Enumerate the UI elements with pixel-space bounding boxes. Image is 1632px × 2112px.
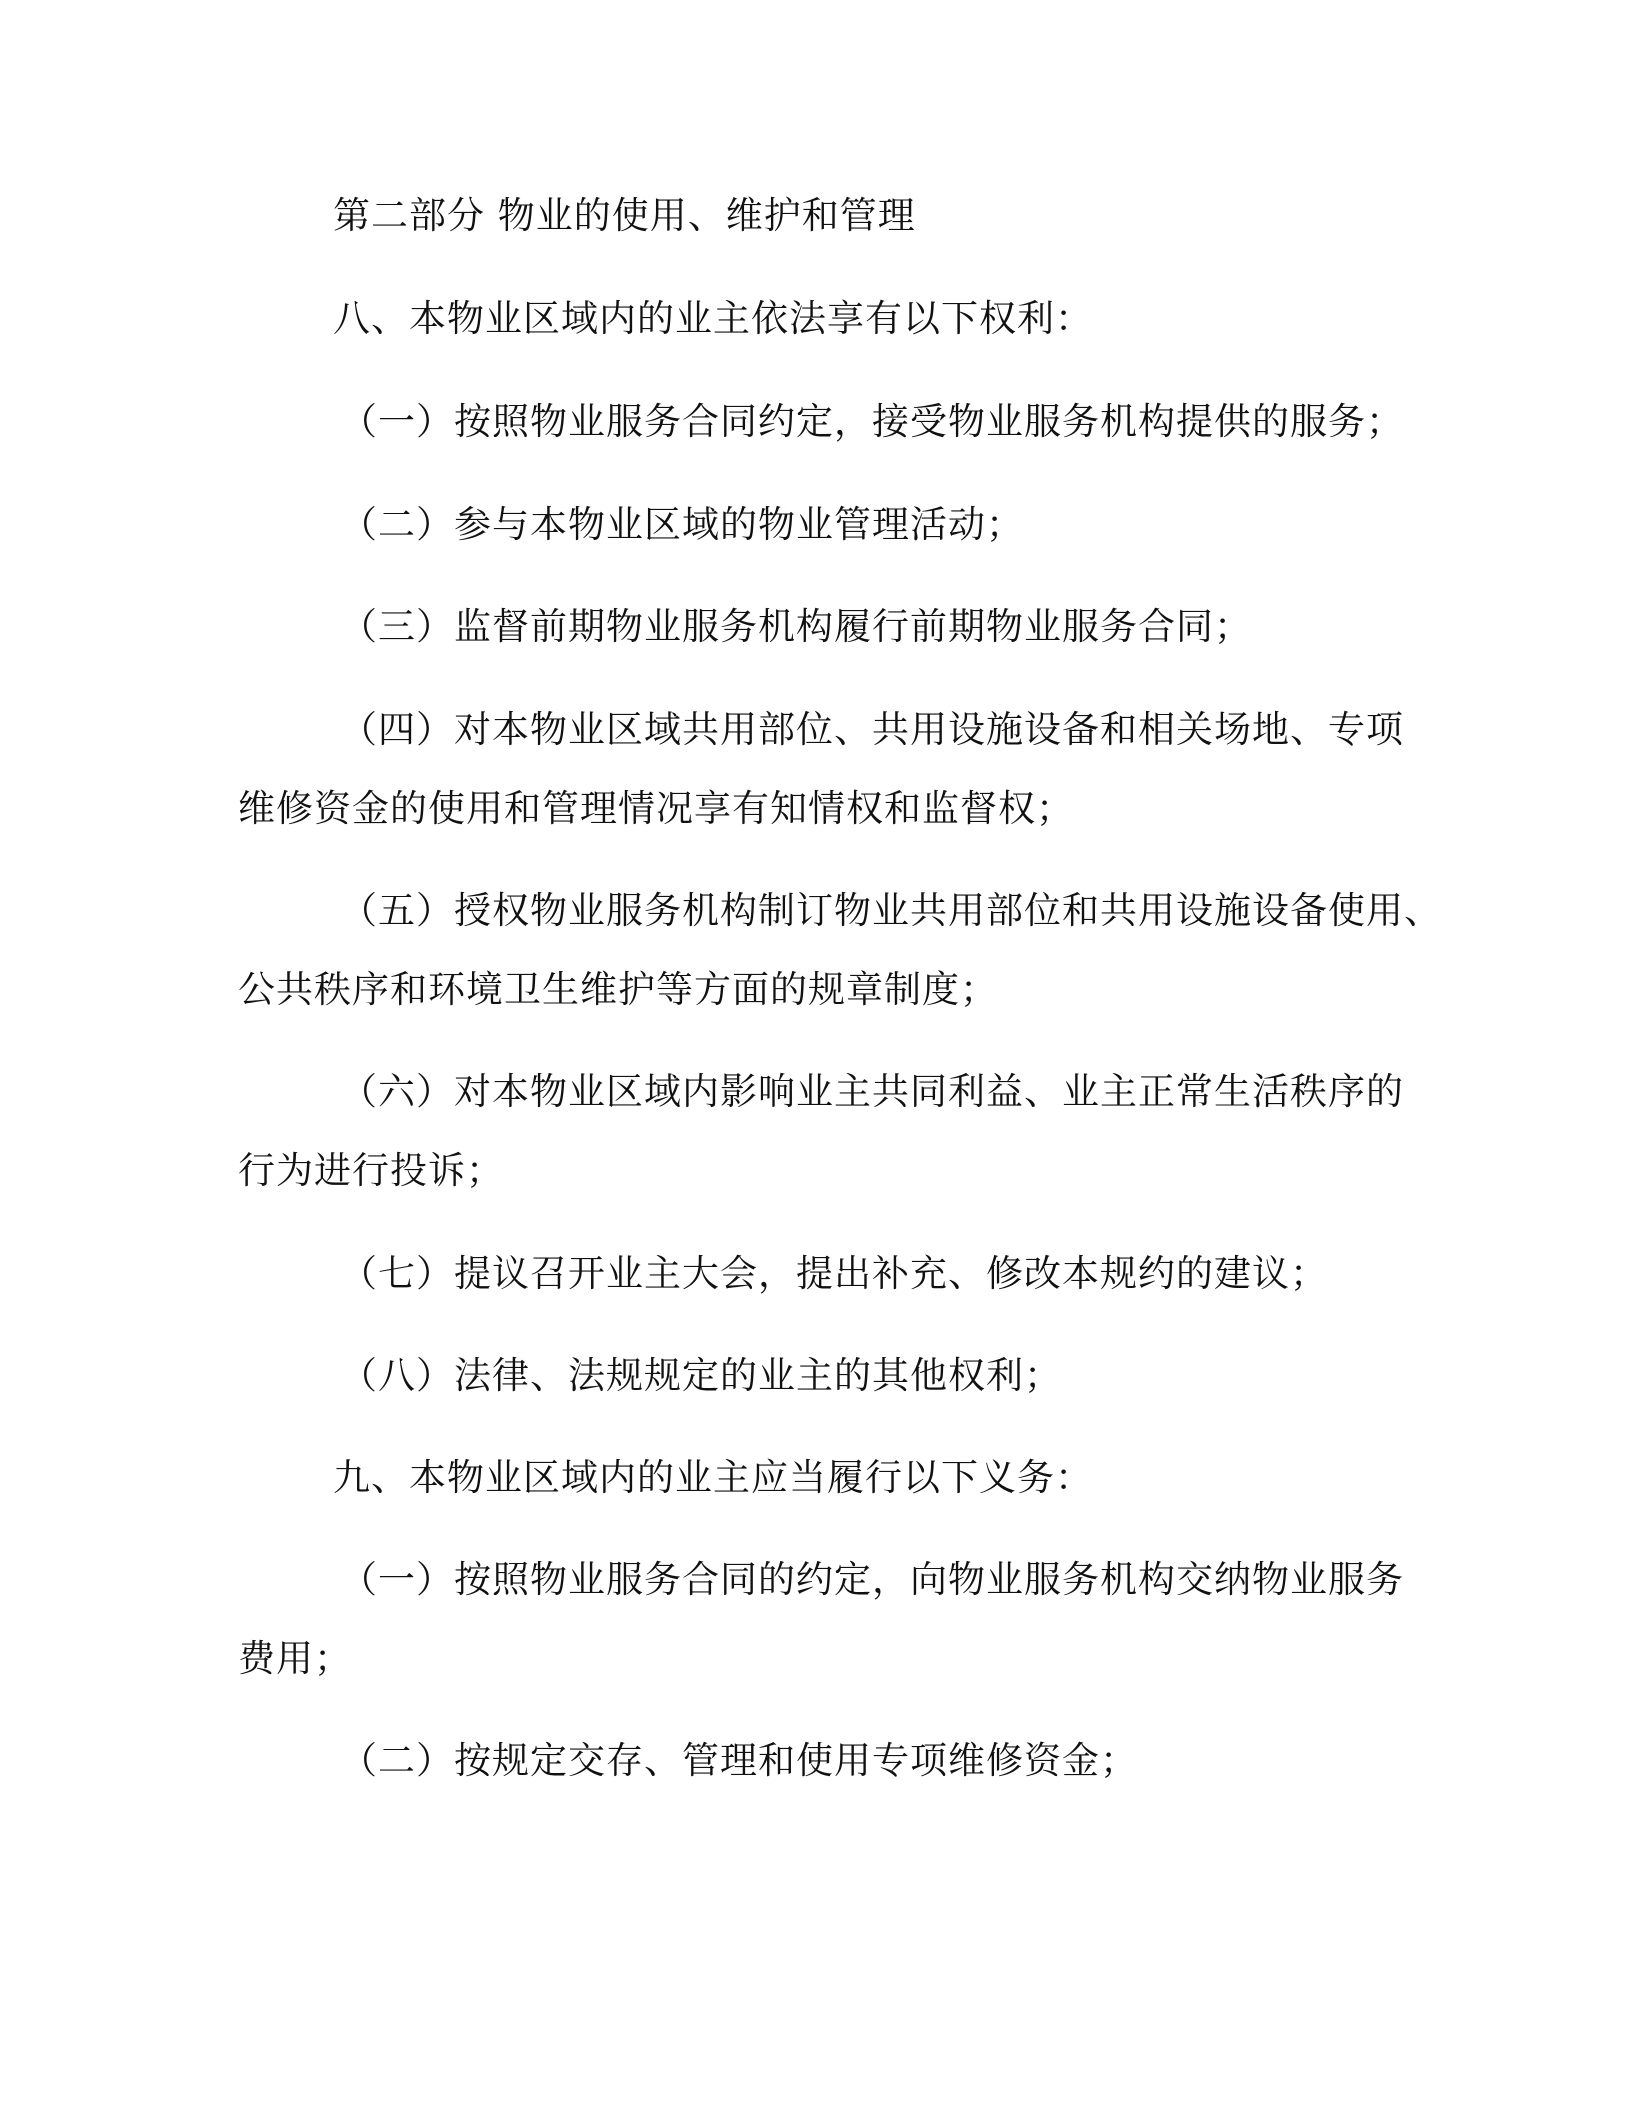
article-8-item-6-line-1: （六）对本物业区域内影响业主共同利益、业主正常生活秩序的 — [340, 1070, 1404, 1113]
article-8-item-1: （一）按照物业服务合同约定，接受物业服务机构提供的服务； — [340, 400, 1404, 443]
article-8-item-4-line-2: 维修资金的使用和管理情况享有知情权和监督权； — [238, 787, 1074, 830]
article-8-heading: 八、本物业区域内的业主依法享有以下权利： — [333, 297, 1093, 340]
article-8-item-4-line-1: （四）对本物业区域共用部位、共用设施设备和相关场地、专项 — [340, 708, 1404, 751]
section-title: 第二部分 物业的使用、维护和管理 — [333, 194, 916, 237]
article-8-item-5-line-1: （五）授权物业服务机构制订物业共用部位和共用设施设备使用、 — [340, 889, 1442, 932]
article-8-item-3: （三）监督前期物业服务机构履行前期物业服务合同； — [340, 605, 1252, 648]
article-8-item-5-line-2: 公共秩序和环境卫生维护等方面的规章制度； — [238, 968, 998, 1011]
article-8-item-8: （八）法律、法规规定的业主的其他权利； — [340, 1354, 1062, 1397]
article-9-heading: 九、本物业区域内的业主应当履行以下义务： — [333, 1456, 1093, 1499]
article-8-item-7: （七）提议召开业主大会，提出补充、修改本规约的建议； — [340, 1252, 1328, 1295]
article-8-item-2: （二）参与本物业区域的物业管理活动； — [340, 503, 1024, 546]
article-9-item-1-line-1: （一）按照物业服务合同的约定，向物业服务机构交纳物业服务 — [340, 1558, 1404, 1601]
article-8-item-6-line-2: 行为进行投诉； — [238, 1149, 504, 1192]
article-9-item-2: （二）按规定交存、管理和使用专项维修资金； — [340, 1739, 1138, 1782]
article-9-item-1-line-2: 费用； — [238, 1637, 352, 1680]
